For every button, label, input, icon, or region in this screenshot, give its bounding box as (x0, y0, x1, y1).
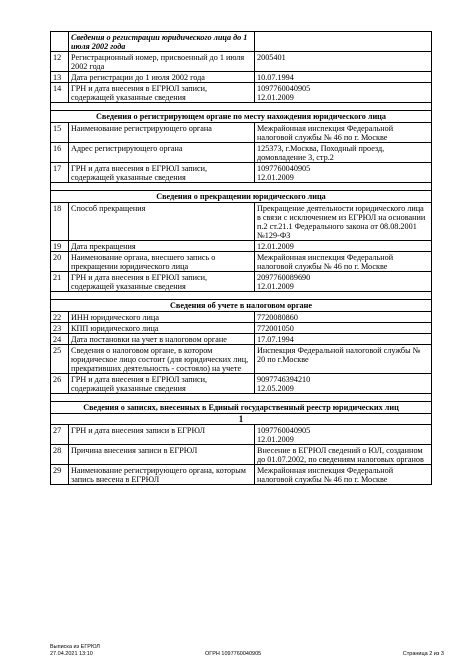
row-number: 27 (51, 425, 69, 445)
record-number: 1 (51, 414, 432, 425)
row-label: Дата прекращения (69, 241, 255, 252)
section-title: Сведения об учете в налоговом органе (51, 300, 432, 312)
row-number: 16 (51, 143, 69, 163)
row-label: Дата постановки на учет в налоговом органе (69, 334, 255, 345)
subsection-title: Сведения о регистрации юридического лица до 1 июля 2002 года (69, 32, 255, 52)
table-row (51, 445, 432, 465)
egrul-table (50, 31, 432, 485)
table-row (51, 241, 432, 252)
row-number: 25 (51, 345, 69, 374)
footer-datetime: 27.04.2021 13:10 (50, 651, 93, 657)
row-value: Внесение в ЕГРЮЛ сведений о ЮЛ, созданном до 01.07.2002, по сведениям налоговых органов (255, 445, 432, 465)
table-row (51, 334, 432, 345)
row-value: 1097760040905 12.01.2009 (255, 83, 432, 103)
row-value: 9097746394210 12.05.2009 (255, 374, 432, 394)
table-row (51, 163, 432, 183)
row-number: 17 (51, 163, 69, 183)
table-row (51, 203, 432, 241)
table-row (51, 83, 432, 103)
row-value: 772001050 (255, 323, 432, 334)
row-value (255, 32, 432, 52)
table-row (51, 323, 432, 334)
record-number-row (51, 414, 432, 425)
row-value: Прекращение деятельности юридического лица в связи с исключением из ЕГРЮЛ на основании п.2 ст.21.1 Федерального закона от 08.08.2001 №129-ФЗ (255, 203, 432, 241)
row-number: 28 (51, 445, 69, 465)
row-label: Наименование регистрирующего органа (69, 123, 255, 143)
row-number: 12 (51, 52, 69, 72)
row-label: Наименование органа, внесшего запись о прекращении юридического лица (69, 252, 255, 272)
row-value: 1097760040905 12.01.2009 (255, 425, 432, 445)
table-row (51, 143, 432, 163)
row-value: 10.07.1994 (255, 72, 432, 83)
row-label: ГРН и дата внесения в ЕГРЮЛ записи, содержащей указанные сведения (69, 163, 255, 183)
section-header-row (51, 300, 432, 312)
table-row (51, 123, 432, 143)
row-number: 13 (51, 72, 69, 83)
footer-page-number: Страница 2 из 3 (402, 651, 444, 657)
row-number: 24 (51, 334, 69, 345)
row-number: 29 (51, 465, 69, 485)
row-value: 125373, г.Москва, Походный проезд, домовладение 3, стр.2 (255, 143, 432, 163)
footer-title: Выписка из ЕГРЮЛ (50, 644, 100, 650)
row-label: Дата регистрации до 1 июля 2002 года (69, 72, 255, 83)
row-label: ГРН и дата внесения в ЕГРЮЛ записи, содержащей указанные сведения (69, 83, 255, 103)
row-value: Межрайонная инспекция Федеральной налоговой службы № 46 по г. Москве (255, 252, 432, 272)
row-number: 23 (51, 323, 69, 334)
row-label: ГРН и дата внесения записи в ЕГРЮЛ (69, 425, 255, 445)
row-number: 26 (51, 374, 69, 394)
row-number: 14 (51, 83, 69, 103)
row-value: Инспекция Федеральной налоговой службы № 20 по г.Москве (255, 345, 432, 374)
section-title: Сведения о регистрирующем органе по месту нахождения юридического лица (51, 111, 432, 123)
table-row (51, 312, 432, 323)
row-label: ГРН и дата внесения в ЕГРЮЛ записи, содержащей указанные сведения (69, 374, 255, 394)
row-value: Межрайонная инспекция Федеральной налоговой службы № 46 по г. Москве (255, 123, 432, 143)
row-label: Причина внесения записи в ЕГРЮЛ (69, 445, 255, 465)
row-value: Межрайонная инспекция Федеральной налоговой службы № 46 по г. Москве (255, 465, 432, 485)
row-label: ГРН и дата внесения в ЕГРЮЛ записи, содержащей указанные сведения (69, 272, 255, 292)
row-label: КПП юридического лица (69, 323, 255, 334)
row-number: 20 (51, 252, 69, 272)
row-label: Адрес регистрирующего органа (69, 143, 255, 163)
table-row (51, 32, 432, 52)
footer-ogrn: ОГРН 1097760040905 (205, 651, 262, 657)
row-number: 19 (51, 241, 69, 252)
section-title: Сведения о прекращении юридического лица (51, 191, 432, 203)
table-row (51, 272, 432, 292)
table-row (51, 252, 432, 272)
row-number: 15 (51, 123, 69, 143)
row-value: 2097760089690 12.01.2009 (255, 272, 432, 292)
row-label: Наименование регистрирующего органа, которым запись внесена в ЕГРЮЛ (69, 465, 255, 485)
row-value: 1097760040905 12.01.2009 (255, 163, 432, 183)
row-number: 18 (51, 203, 69, 241)
section-header-row (51, 111, 432, 123)
table-row (51, 374, 432, 394)
footer-extract-info (50, 644, 100, 658)
row-label: Регистрационный номер, присвоенный до 1 июля 2002 года (69, 52, 255, 72)
row-label: ИНН юридического лица (69, 312, 255, 323)
row-value: 7720080860 (255, 312, 432, 323)
row-number (51, 32, 69, 52)
table-row (51, 52, 432, 72)
row-label: Сведения о налоговом органе, в котором юридическое лицо состоит (для юридических лиц, прекративших деятельность - состояло) на учете (69, 345, 255, 374)
row-value: 2005401 (255, 52, 432, 72)
table-row (51, 465, 432, 485)
section-header-row (51, 402, 432, 414)
table-row (51, 345, 432, 374)
table-row (51, 425, 432, 445)
row-number: 22 (51, 312, 69, 323)
row-value: 12.01.2009 (255, 241, 432, 252)
row-label: Способ прекращения (69, 203, 255, 241)
table-row (51, 72, 432, 83)
section-title: Сведения о записях, внесенных в Единый государственный реестр юридических лиц (51, 402, 432, 414)
row-number: 21 (51, 272, 69, 292)
section-header-row (51, 191, 432, 203)
row-value: 17.07.1994 (255, 334, 432, 345)
